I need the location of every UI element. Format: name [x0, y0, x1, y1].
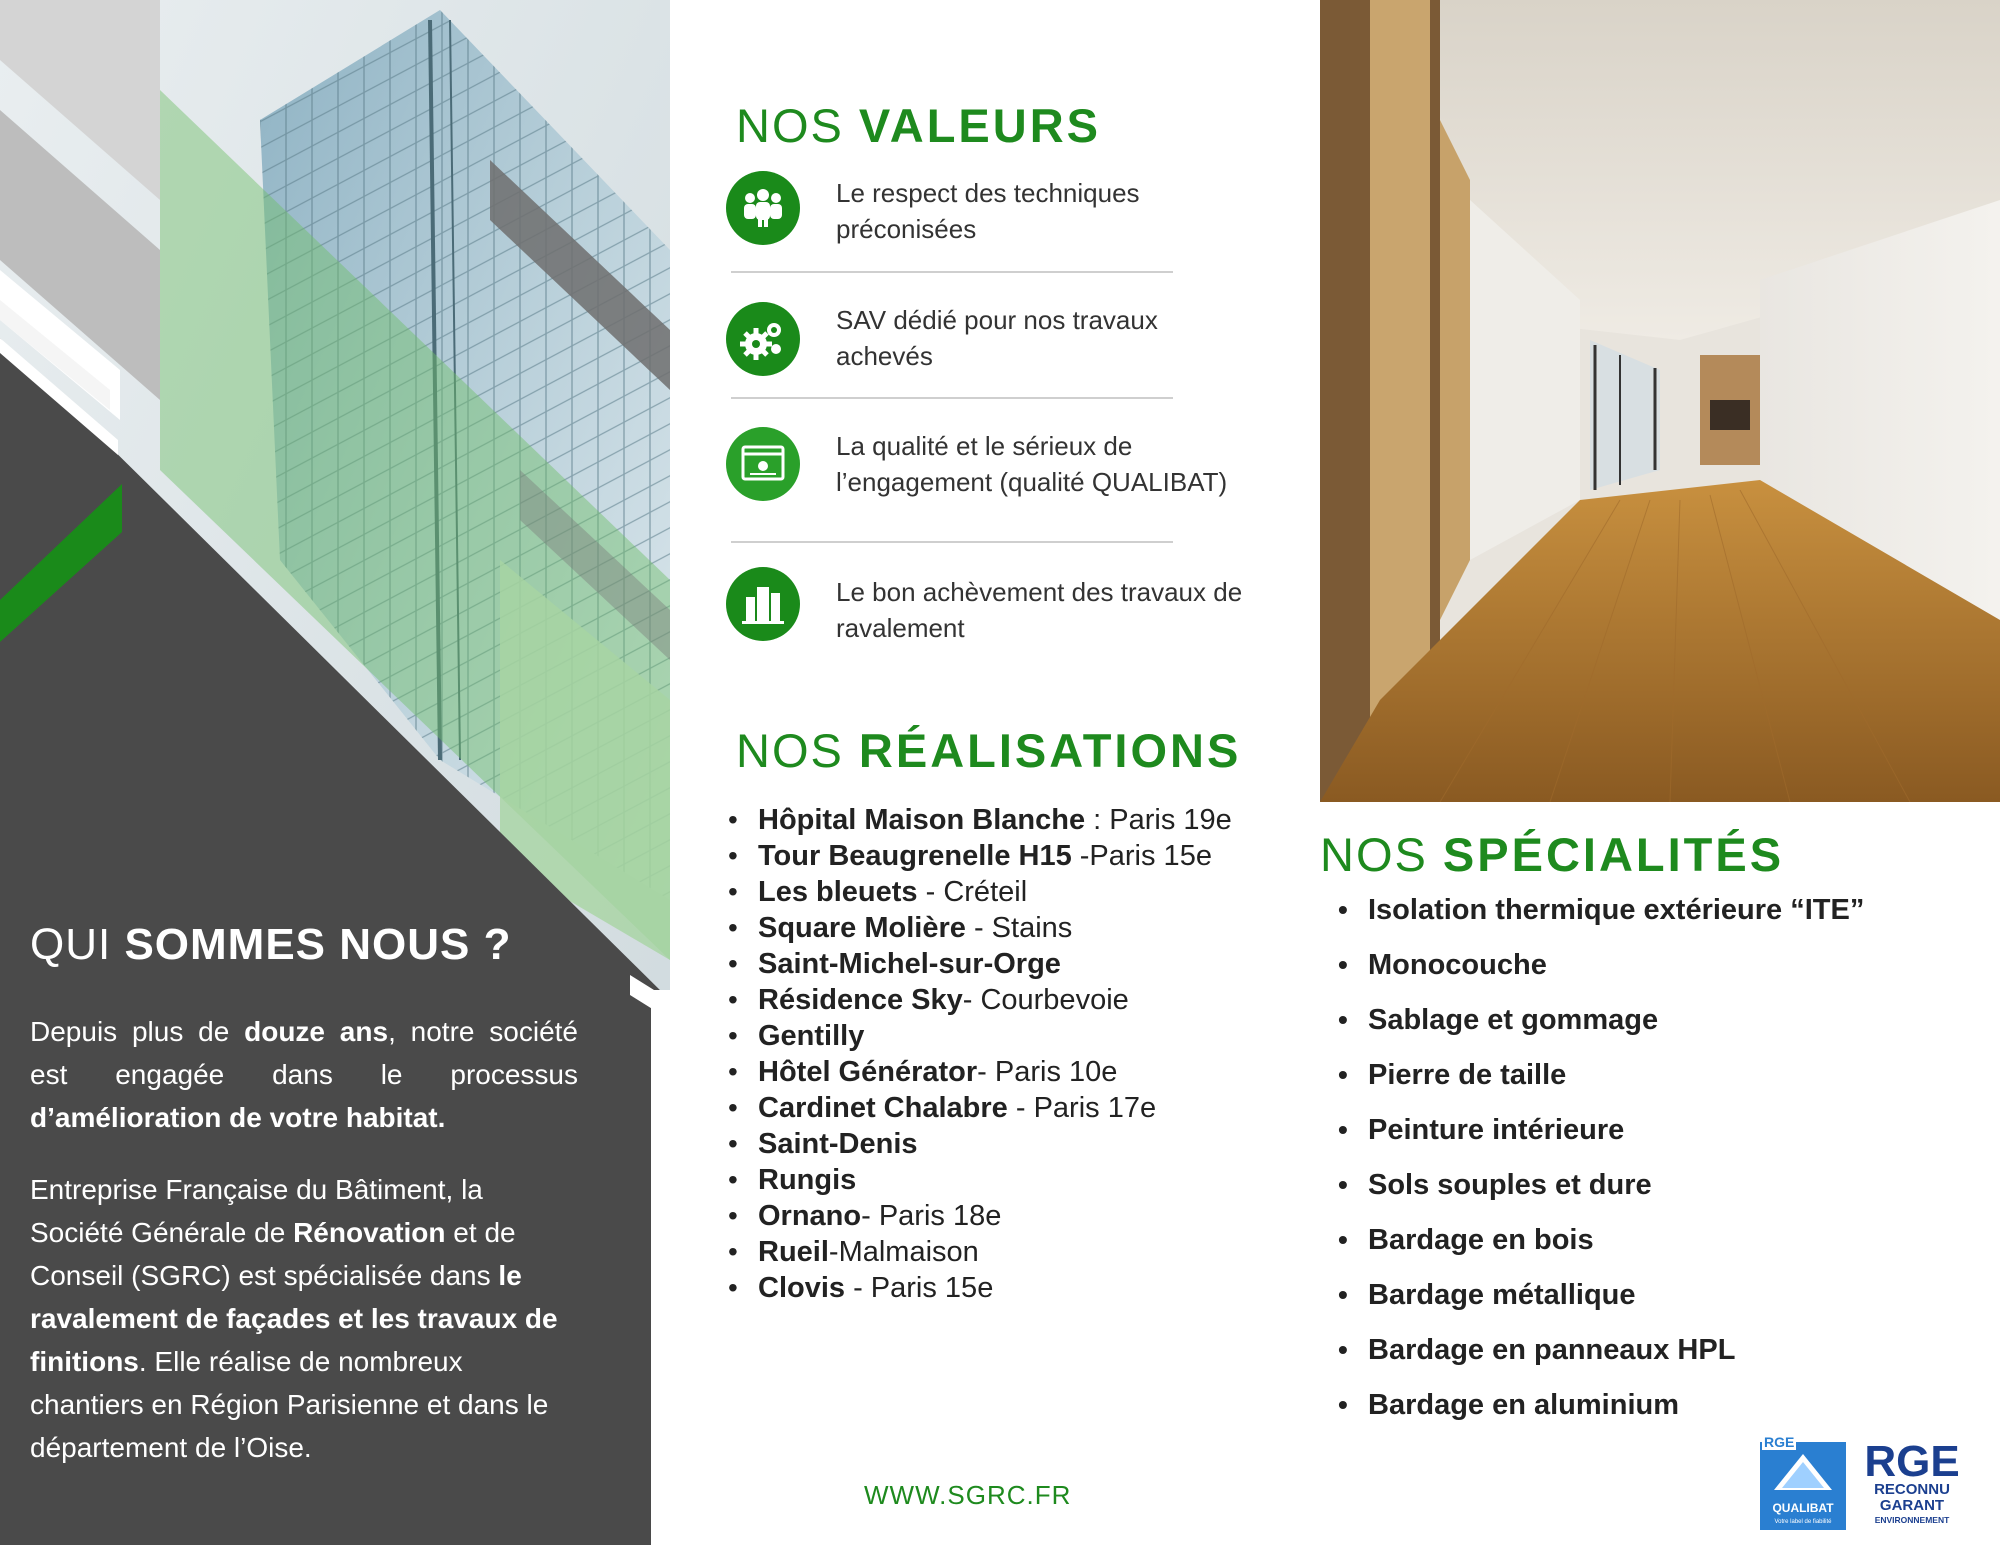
realisation-location: - Paris 18e [861, 1200, 1002, 1232]
valeur-text-2: SAV dédié pour nos travaux achevés [836, 305, 1158, 371]
realisation-item [728, 1162, 1248, 1198]
realisation-location: - Paris 10e [977, 1056, 1118, 1088]
bullet: • [1338, 1004, 1348, 1035]
specialite-item [1338, 1332, 1988, 1387]
realisation-name: Gentilly [758, 1020, 865, 1052]
realisations-title: NOS RÉALISATIONS [736, 724, 1242, 777]
valeur-text-3: La qualité et le sérieux de l’engagement (qualité QUALIBAT) [836, 431, 1228, 497]
realisation-location: - Paris 17e [1007, 1092, 1157, 1124]
realisation-item [728, 838, 1248, 874]
bullet: • [728, 804, 738, 835]
bullet: • [1338, 1114, 1348, 1145]
specialite-item [1338, 892, 1988, 947]
rge-line1: RECONNU [1874, 1481, 1950, 1498]
qualibat-rge-text: RGE [1764, 1434, 1795, 1450]
valeurs-title: NOS VALEURS [736, 99, 1102, 152]
intro-paragraph: Depuis plus de douze ans, notre société est engagée dans le processus d’amélioration de votre habitat. [30, 1016, 578, 1133]
bullet: • [728, 1128, 738, 1159]
separator [731, 541, 1173, 543]
specialite-label: Pierre de taille [1368, 1059, 1567, 1091]
realisation-name: Cardinet Chalabre [758, 1092, 1008, 1124]
realisation-name: Saint-Denis [758, 1128, 918, 1160]
gears-icon [726, 302, 800, 376]
realisation-name: Rungis [758, 1164, 857, 1196]
bullet: • [1338, 949, 1348, 980]
team-icon [726, 171, 800, 245]
bullet: • [728, 1020, 738, 1051]
rge-logo [1860, 1432, 1964, 1530]
valeur-text-4: Le bon achèvement des travaux de ravalement [836, 577, 1243, 643]
realisation-item [728, 1090, 1248, 1126]
rge-line3: ENVIRONNEMENT [1874, 1515, 1950, 1525]
realisation-item [728, 1054, 1248, 1090]
bullet: • [1338, 894, 1348, 925]
bullet: • [728, 984, 738, 1015]
realisation-name: Ornano [758, 1200, 862, 1232]
realisation-item [728, 1018, 1248, 1054]
bullet: • [728, 912, 738, 943]
bullet: • [1338, 1059, 1348, 1090]
specialite-item [1338, 1277, 1988, 1332]
realisation-location: - Stains [965, 912, 1073, 944]
realisation-name: Résidence Sky [758, 984, 963, 1016]
specialite-label: Bardage en panneaux HPL [1368, 1334, 1736, 1366]
valeur-text-1: Le respect des techniques préconisées [836, 178, 1140, 244]
qualibat-logo [1760, 1432, 1846, 1530]
specialite-label: Isolation thermique extérieure “ITE” [1368, 894, 1865, 926]
specialite-item [1338, 1222, 1988, 1277]
realisation-location: - Créteil [917, 876, 1028, 908]
realisation-name: Rueil [758, 1236, 829, 1268]
bullet: • [728, 1056, 738, 1087]
rge-line2: GARANT [1879, 1497, 1945, 1514]
realisation-item [728, 1234, 1248, 1270]
specialite-item [1338, 947, 1988, 1002]
bullet: • [728, 1200, 738, 1231]
buildings-icon [726, 567, 800, 641]
separator [731, 271, 1173, 273]
specialites-title: NOS SPÉCIALITÉS [1320, 828, 1785, 881]
bullet: • [728, 948, 738, 979]
realisation-name: Hôpital Maison Blanche [758, 804, 1086, 836]
specialite-label: Bardage en bois [1368, 1224, 1594, 1256]
realisation-name: Square Molière [758, 912, 966, 944]
bullet: • [1338, 1169, 1348, 1200]
realisation-name: Clovis [758, 1272, 846, 1304]
certificate-icon [726, 427, 800, 501]
bullet: • [728, 1236, 738, 1267]
qualibat-tagline-text: Votre label de fiabilité [1774, 1519, 1832, 1525]
realisation-name: Saint-Michel-sur-Orge [758, 948, 1061, 980]
qualibat-name-text: QUALIBAT [1772, 1501, 1834, 1515]
bullet: • [1338, 1279, 1348, 1310]
separator [731, 397, 1173, 399]
realisation-item [728, 1126, 1248, 1162]
bullet: • [728, 1164, 738, 1195]
specialite-item [1338, 1002, 1988, 1057]
specialite-label: Bardage en aluminium [1368, 1389, 1680, 1421]
realisation-name: Tour Beaugrenelle H15 [758, 840, 1072, 872]
interior-room-photo [1320, 0, 2000, 802]
realisation-location: - Courbevoie [962, 984, 1129, 1016]
specialite-item [1338, 1112, 1988, 1167]
realisation-item [728, 910, 1248, 946]
realisations-list [728, 802, 1248, 1306]
realisation-name: Les bleuets [758, 876, 918, 908]
bullet: • [1338, 1389, 1348, 1420]
qui-sommes-nous-title: QUI SOMMES NOUS ? [30, 920, 512, 969]
bullet: • [728, 1092, 738, 1123]
specialite-item [1338, 1057, 1988, 1112]
specialite-label: Monocouche [1368, 949, 1547, 981]
bullet: • [728, 1272, 738, 1303]
bullet: • [728, 876, 738, 907]
realisation-location: -Paris 15e [1071, 840, 1212, 872]
realisation-location: -Malmaison [828, 1236, 979, 1268]
specialite-label: Bardage métallique [1368, 1279, 1636, 1311]
bullet: • [1338, 1224, 1348, 1255]
realisation-location: : Paris 19e [1085, 804, 1232, 836]
specialite-item [1338, 1167, 1988, 1222]
realisation-location: - Paris 15e [845, 1272, 994, 1304]
realisation-item [728, 802, 1248, 838]
company-paragraph: Entreprise Française du Bâtiment, la Société Générale de Rénovation et de Conseil (SGRC) est spécialisée dans le ravalement de façades et les travaux de finitions. Elle réalise de nombreux chantiers en Région Parisienne et dans le département de l’Oise. [30, 1174, 558, 1463]
realisation-item [728, 982, 1248, 1018]
realisation-item [728, 1270, 1248, 1306]
specialite-label: Peinture intérieure [1368, 1114, 1625, 1146]
website-link[interactable]: WWW.SGRC.FR [864, 1480, 1072, 1510]
specialite-label: Sols souples et dure [1368, 1169, 1652, 1201]
realisation-item [728, 874, 1248, 910]
rge-big-text: RGE [1864, 1437, 1960, 1486]
specialite-label: Sablage et gommage [1368, 1004, 1659, 1036]
specialites-list [1338, 892, 1988, 1442]
bullet: • [728, 840, 738, 871]
bullet: • [1338, 1334, 1348, 1365]
realisation-item [728, 1198, 1248, 1234]
realisation-name: Hôtel Générator [758, 1056, 978, 1088]
realisation-item [728, 946, 1248, 982]
